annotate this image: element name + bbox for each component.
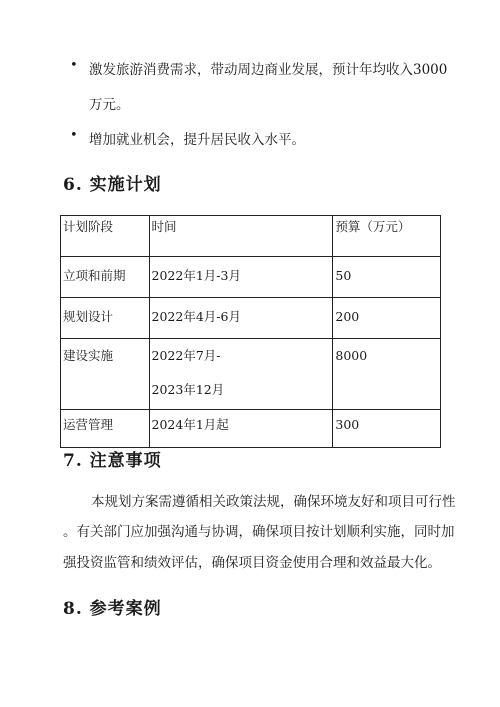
table-header-cell: 时间: [149, 216, 333, 257]
stage-cell: 建设实施: [61, 339, 150, 410]
bullet-text-continued: 万元。: [89, 97, 130, 113]
stage-cell: 运营管理: [61, 410, 150, 448]
stage-cell: 规划设计: [61, 298, 150, 339]
bullet-item: [70, 128, 450, 148]
time-cell: [149, 339, 333, 410]
time-cell: 2024年1月起: [149, 410, 333, 448]
bullet-icon: •: [70, 128, 78, 143]
time-cell: 2022年4月-6月: [149, 298, 333, 339]
table-row: [61, 257, 441, 298]
budget-cell: 8000: [333, 339, 441, 410]
budget-cell: 50: [333, 257, 441, 298]
table-row: [61, 410, 441, 448]
budget-cell: 200: [333, 298, 441, 339]
bullet-item: [70, 58, 450, 113]
bullet-text: 激发旅游消费需求，带动周边商业发展，预计年均收入3000: [89, 62, 448, 78]
table-row: [61, 339, 441, 410]
table-header-row: [61, 216, 441, 257]
paragraph-line: 强投资监管和绩效评估，确保项目资金使用合理和效益最大化。: [63, 555, 441, 571]
stage-cell: 立项和前期: [61, 257, 150, 298]
paragraph-line: 。有关部门应加强沟通与协调，确保项目按计划顺利实施，同时加: [63, 524, 455, 540]
time-cell: 2022年1月-3月: [149, 257, 333, 298]
bullet-icon: •: [70, 58, 78, 73]
table-header-cell: 计划阶段: [61, 216, 150, 257]
time-line: 2023年12月: [151, 382, 225, 397]
paragraph-line: 本规划方案需遵循相关政策法规，确保环境友好和项目可行性: [91, 494, 456, 510]
plan-table: [60, 215, 441, 448]
table-header-cell: 预算（万元）: [333, 216, 441, 257]
bullet-text: 增加就业机会，提升居民收入水平。: [89, 132, 305, 148]
table-row: [61, 298, 441, 339]
section-heading: 8. 参考案例: [63, 599, 162, 619]
section-heading: 7. 注意事项: [63, 451, 162, 471]
section-heading: 6. 实施计划: [63, 175, 162, 195]
time-line: 2022年7月-: [151, 348, 221, 363]
budget-cell: 300: [333, 410, 441, 448]
